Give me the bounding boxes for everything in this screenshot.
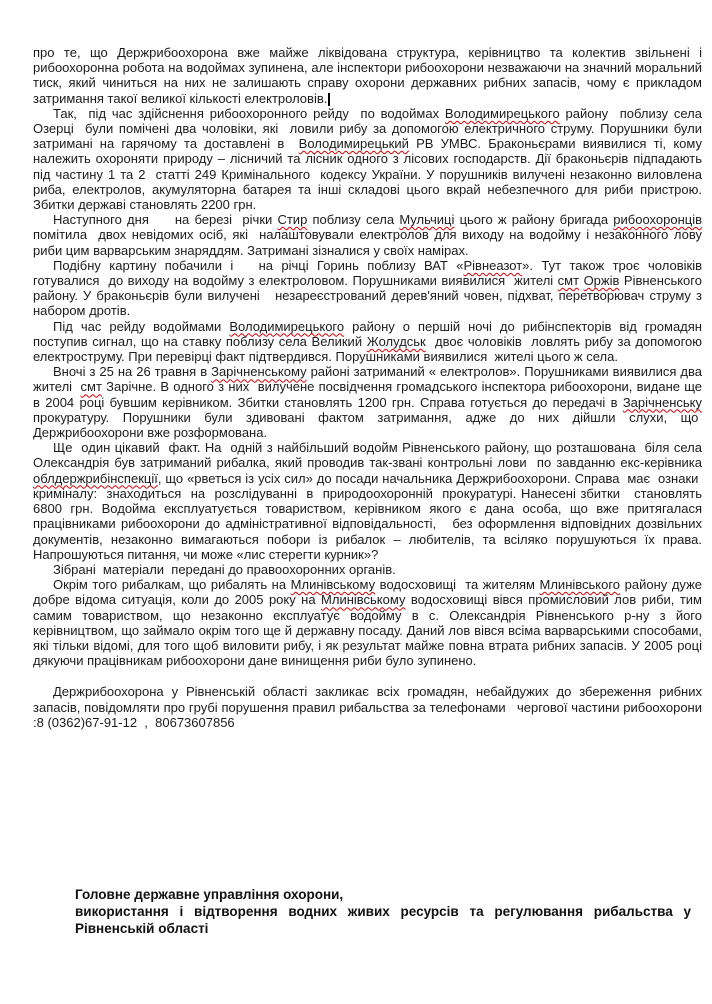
misspelled-word: Стир [277,212,308,228]
text-run: ». Тут також троє чоловіків готувалися до виходу на водойму з електроловом. Порушниками виявилися жителі [33,257,702,289]
text-run: двоє чоловіків ловлять рибу за допомогою електроструму. При перевірці факт підтвердився. Порушниками виявилися жителі цього ж села. [33,333,703,365]
text-run: Подібну картину побачили і на річці Горинь поблизу ВАТ « [53,257,464,273]
paragraph [33,440,702,562]
text-run: водосховищі вівся промисловий лов риби, тим самим товариством, що незаконно експлуатує водойму в с. Олександрія Рівненського р-ну з його керівництвом, що займало окрім того ще й державну посаду. Даний лов вівся всіма варварськими способами, які тільки відомі, для того щоб виловити рибу, і як результат майже повна втрата рибних запасів. У 2005 році дякуючи працівникам рибоохорони дане винищення риби було зупинено. [33,592,702,669]
text-run: Під час рейду водоймами [53,318,230,334]
footer-org-name-rest: використання і відтворення водних живих ресурсів та регулювання рибальства у Рівненській області [75,904,691,936]
text-run: водосховищі та жителям [375,577,540,593]
text-run: району дуже добре відома ситуація, коли до 2005 року на [33,577,702,608]
text-run: Зібрані матеріали передані до правоохоронних органів. [53,561,396,577]
misspelled-word: Млинівському [321,592,406,608]
text-run: району поблизу села Озерці були помічені два чоловіки, які ловили рибу за допомогою електричного струму. Порушники були затримані на гарячому та доставлені в [33,105,702,152]
misspelled-word: Зарічненському [211,364,307,380]
misspelled-word: Володимирецький [298,136,409,152]
paragraph [33,319,702,365]
text-run: РВ УМВС. Браконьєрами виявилися ті, кому належить охороняти природу – лісничий та лісник одного з лісових господарств. Дії браконьєрів підпадають під частину 1 та 2 статті 249 Кримінального кодексу України. У порушників вилучені незаконно виловлена риба, електролов, акумуляторна батарея та інші складові цього вкрай небезпечного для риби пристрою. Збитки державі становлять 2200 грн. [33,136,702,213]
misspelled-word: облдержрибінспекції [33,470,158,486]
text-run: Рівненського району. У браконьєрів були вилучені незареєстрований дерев'яний човен, підхват, перетворювач струму з набором дротів. [33,273,702,319]
text-run: Окрім того рибалкам, що рибалять на [53,577,291,593]
text-run: прокуратуру. Порушники були здивовані фактом затримання, адже до них дійшли слухи, що Держрибоохорони вже розформована. [33,409,702,441]
text-run: про те, що Держрибоохорона вже майже ліквідована структура, керівництво та колектив звільнені і рибоохоронна робота на водоймах зупинена, але інспектори рибоохорони незважаючи на значний моральний тиск, який чиниться на них не залишають справу охорони державних рибних запасів, чому є прикладом затримання такої великої кількості електроловів. [33,45,702,106]
text-cursor [328,93,330,106]
paragraph [33,212,702,258]
text-run: Наступного дня на березі річки [53,212,278,228]
text-run: району о першій ночі до рибінспекторів від громадян поступив сигнал, що на ставку поблизу села Великий [33,318,702,349]
text-run: районі затриманий « електролов». Порушниками виявилися два жителі [33,364,702,395]
footer-org-name-line1: Головне державне управління охорони, [75,887,344,902]
text-run: Зарічне. В одного з них вилучене посвідчення громадського інспектора рибоохорони, видане ще в 2004 році бувшим керівником. Збитки становлять 1200 грн. Справа готується до передачі в [33,379,703,410]
paragraph [33,562,702,577]
misspelled-word: Володимирецького [444,105,560,121]
misspelled-word: Млинівського [539,577,621,593]
misspelled-word: Мульчиці [399,212,455,228]
text-run: Держрибоохорона у Рівненській області закликає всіх громадян, небайдужих до збереження рибних запасів, повідомляти про грубі порушення правил рибальства за телефонами чергової частини рибоохорони :8 (0362)67-91-12 , 80673607856 [33,684,702,730]
text-run: поблизу села [307,212,400,228]
paragraph [33,45,702,106]
paragraph [33,684,702,730]
text-run: цього ж району бригада [454,212,614,228]
document-footer [75,886,691,937]
misspelled-word: Жолудськ [366,333,426,349]
text-run: Ще один цікавий факт. На одній з найбільший водойм Рівненського району, що розташована біля села Олександрія був затриманий рибалка, який проводив так-звані контрольні лови по завданню екс-керівника [33,440,702,471]
misspelled-word: смт [557,273,580,289]
paragraph [33,106,702,212]
document-body[interactable] [33,45,702,730]
misspelled-word: Млинівському [290,577,376,593]
text-run: , що «рветься із усіх сил» до посади начальника Держрибоохорони. Справа має ознаки криміналу: знаходиться на розслідуванні в природоохоронній прокуратурі. Нанесені збитки становлять 6800 грн. Водойма експлуатується товариством, керівником якого є дана особа, що вже притягалася працівниками рибоохорони до адміністративної відповідальності, без оформлення відповідних дозвільних документів, незаконно вимагаються побори із рибалок – любителів, та всіляко порушуються їх права. Напрошуються питання, чи може «лис стерегти курник»? [33,470,702,562]
paragraph [33,577,702,668]
text-run: помітила двох невідомих осіб, які налаштовували електролов для виходу на водойму і незаконного лову риби цим варварським знаряддям. Затримані зізналися у своїх намірах. [33,227,702,258]
misspelled-word: Володимирецького [229,318,345,334]
misspelled-word: Зарічненську [622,394,702,410]
paragraph [33,258,702,319]
misspelled-word: Рівнеазот [463,257,523,273]
misspelled-word: Оржів [583,273,620,289]
misspelled-word: рибоохоронців [613,212,702,228]
text-run: Вночі з 25 на 26 травня в [53,364,212,380]
paragraph [33,364,702,440]
text-run: Так, під час здійснення рибоохоронного рейду по водоймах [53,105,445,121]
misspelled-word: смт [80,379,102,395]
